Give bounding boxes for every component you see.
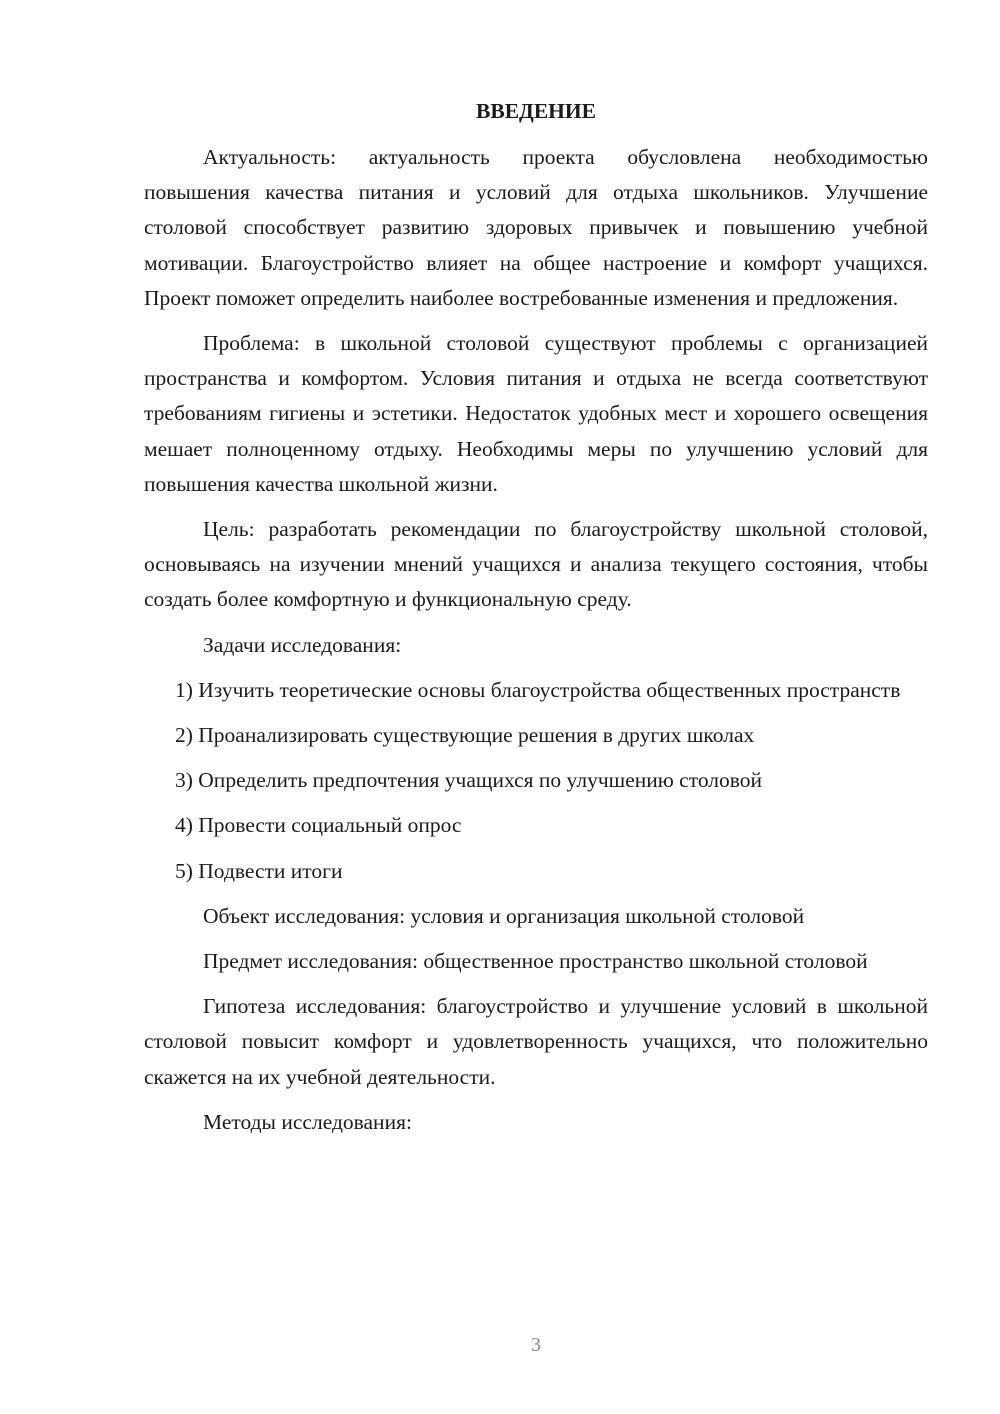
page-content [144,96,928,1140]
tasks-list [144,673,928,889]
subject-paragraph: Предмет исследования: общественное пространство школьной столовой [203,949,868,974]
hypothesis-paragraph: Гипотеза исследования: благоустройство и улучшение условий в школьной столовой повысит комфорт и удовлетворенность учащихся, что положительно скажется на их учебной деятельности. [144,994,928,1089]
tasks-title: Задачи исследования: [203,632,402,657]
task-item-3: 3) Определить предпочтения учащихся по улучшению столовой [175,768,763,793]
problem-paragraph: Проблема: в школьной столовой существуют проблемы с организацией пространства и комфортом. Условия питания и отдыха не всегда соответствуют требованиям гигиены и эстетики. Недостаток удобных мест и хорошего освещения мешает полноценному отдыху. Необходимы меры по улучшению условий для повышения качества школьной жизни. [144,331,928,496]
methods-title: Методы исследования: [203,1109,412,1134]
task-item-1: 1) Изучить теоретические основы благоустройства общественных пространств [175,677,901,702]
section-heading: ВВЕДЕНИЕ [476,99,596,123]
page-number: 3 [531,1334,541,1356]
task-item-4: 4) Провести социальный опрос [175,813,462,838]
goal-paragraph: Цель: разработать рекомендации по благоустройству школьной столовой, основываясь на изучении мнений учащихся и анализа текущего состояния, чтобы создать более комфортную и функциональную среду. [144,517,928,612]
task-item-5: 5) Подвести итоги [175,858,343,883]
task-item-2: 2) Проанализировать существующие решения в других школах [175,723,755,748]
relevance-paragraph: Актуальность: актуальность проекта обусловлена необходимостью повышения качества питания и условий для отдыха школьников. Улучшение столовой способствует развитию здоровых привычек и повышению учебной мотивации. Благоустройство влияет на общее настроение и комфорт учащихся. Проект поможет определить наиболее востребованные изменения и предложения. [144,145,928,310]
object-paragraph: Объект исследования: условия и организация школьной столовой [203,903,805,928]
